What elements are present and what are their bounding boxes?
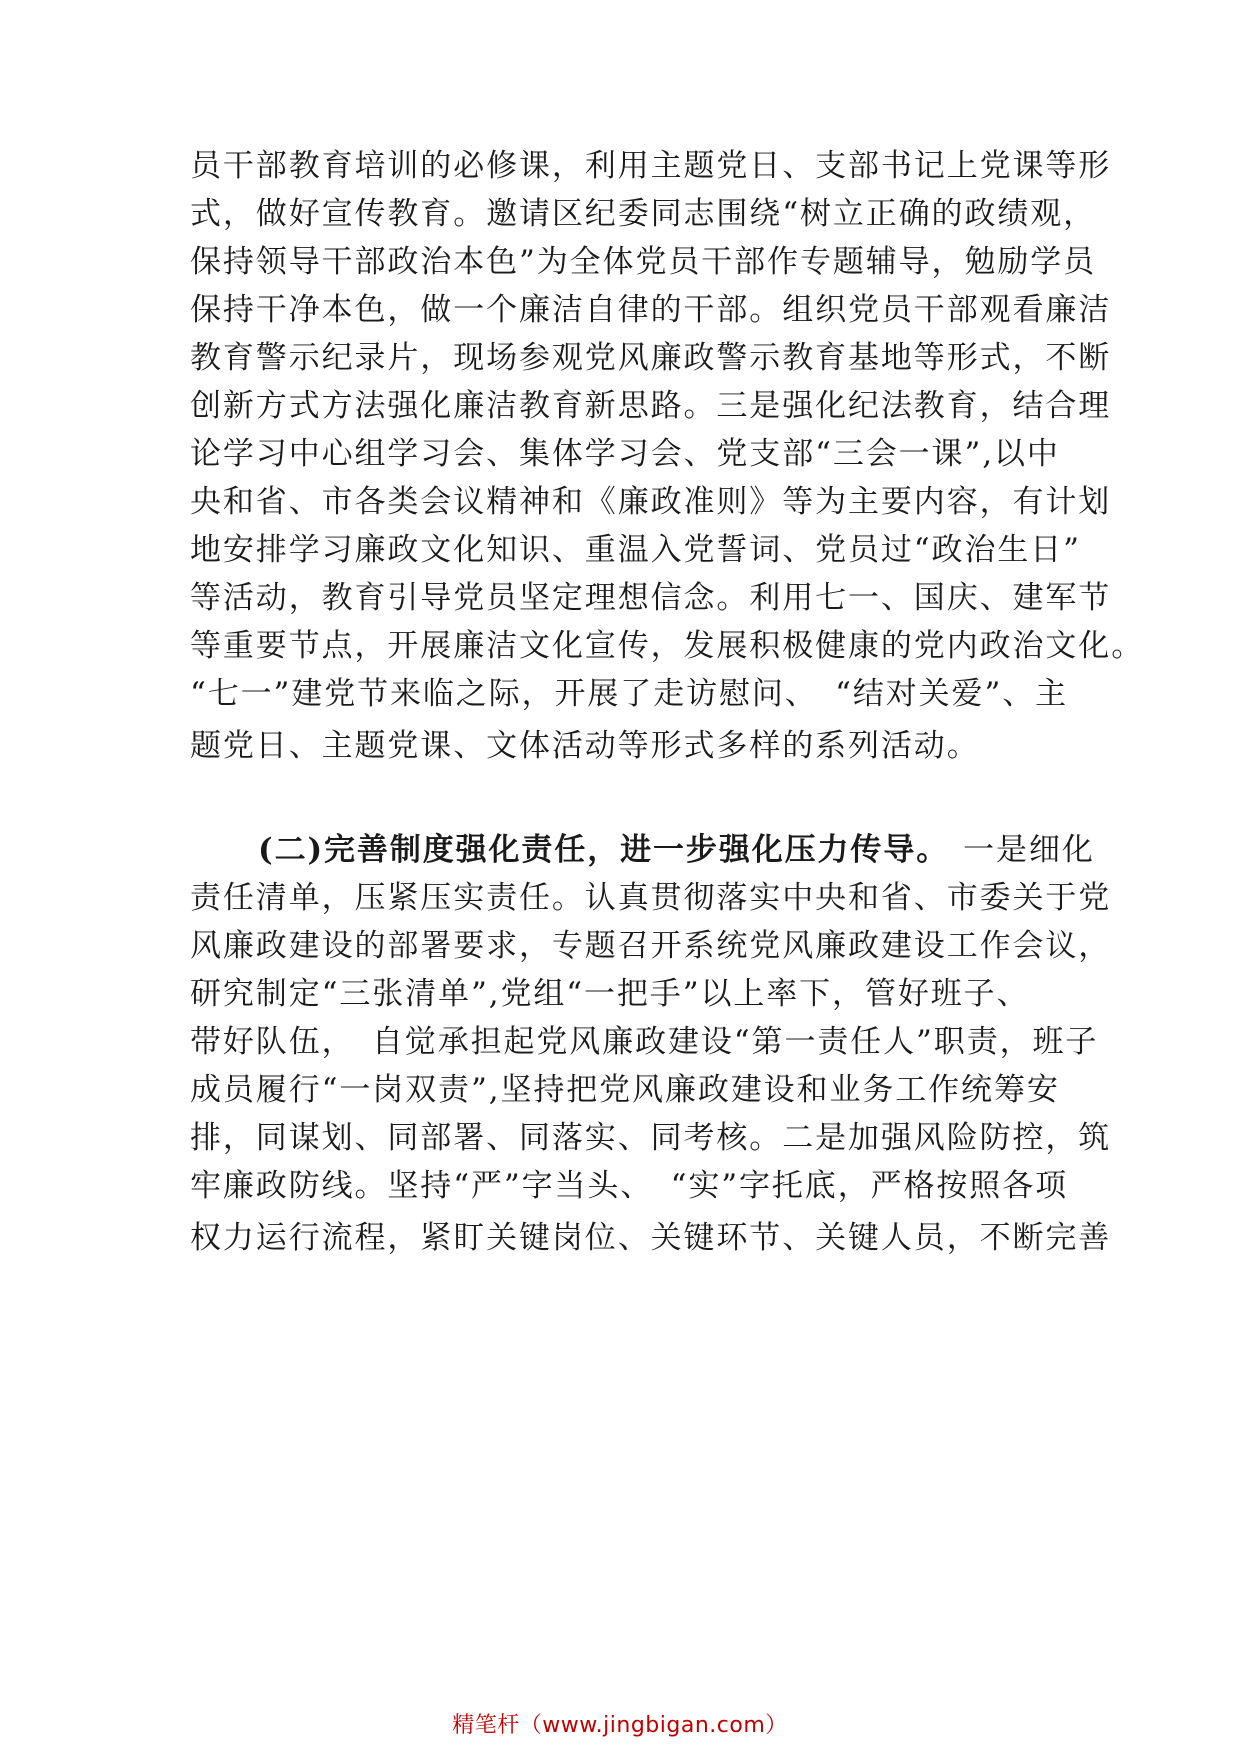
paragraph-line: 排，同谋划、同部署、同落实、同考核。二是加强风险防控，筑 [190,1120,1112,1156]
paragraph-line: 等重要节点，开展廉洁文化宣传，发展积极健康的党内政治文化。 [190,628,1145,664]
paragraph-line: 题党日、主题党课、文体活动等形式多样的系列活动。 [190,728,980,764]
paragraph-line: 央和省、市各类会议精神和《廉政准则》等为主要内容，有计划 [190,484,1112,520]
paragraph-line: 保持领导干部政治本色”为全体党员干部作专题辅导，勉励学员 [190,244,1097,280]
paragraph-line: 成员履行“一岗双责”,坚持把党风廉政建设和业务工作统筹安 [190,1072,1060,1108]
paragraph-line: 保持干净本色，做一个廉洁自律的干部。组织党员干部观看廉洁 [190,292,1112,328]
paragraph-line: 式，做好宣传教育。邀请区纪委同志围绕“树立正确的政绩观， [190,196,1097,232]
section-heading-line [258,830,1095,870]
paragraph-line: 创新方式方法强化廉洁教育新思路。三是强化纪法教育，结合理 [190,388,1112,424]
paragraph-line: 论学习中心组学习会、集体学习会、党支部“三会一课”,以中 [190,436,1060,472]
paragraph-line: 权力运行流程，紧盯关键岗位、关键环节、关键人员，不断完善 [190,1220,1112,1256]
paragraph-line: 研究制定“三张清单”,党组“一把手”以上率下，管好班子、 [190,976,1030,1012]
paragraph-line: 员干部教育培训的必修课，利用主题党日、支部书记上党课等形 [190,148,1112,184]
section-heading-tail: 一是细化 [963,832,1095,868]
paragraph-line: 地安排学习廉政文化知识、重温入党誓词、党员过“政治生日” [190,532,1081,568]
paragraph-line: 责任清单，压紧压实责任。认真贯彻落实中央和省、市委关于党 [190,880,1112,916]
section-heading: (二)完善制度强化责任，进一步强化压力传导。 [258,832,950,868]
paragraph-line: “七一”建党节来临之际，开展了走访慰问、 “结对关爱”、主 [190,676,1068,712]
footer-site-link[interactable]: 精笔杆（www.jingbigan.com） [452,1713,788,1738]
paragraph-line: 牢廉政防线。坚持“严”字当头、 “实”字托底，严格按照各项 [190,1168,1068,1204]
paragraph-line: 带好队伍， 自觉承担起党风廉政建设“第一责任人”职责，班子 [190,1024,1099,1060]
paragraph-line: 等活动，教育引导党员坚定理想信念。利用七一、国庆、建军节 [190,580,1112,616]
paragraph-line: 风廉政建设的部署要求，专题召开系统党风廉政建设工作会议， [190,928,1112,964]
paragraph-line: 教育警示纪录片，现场参观党风廉政警示教育基地等形式，不断 [190,340,1112,376]
